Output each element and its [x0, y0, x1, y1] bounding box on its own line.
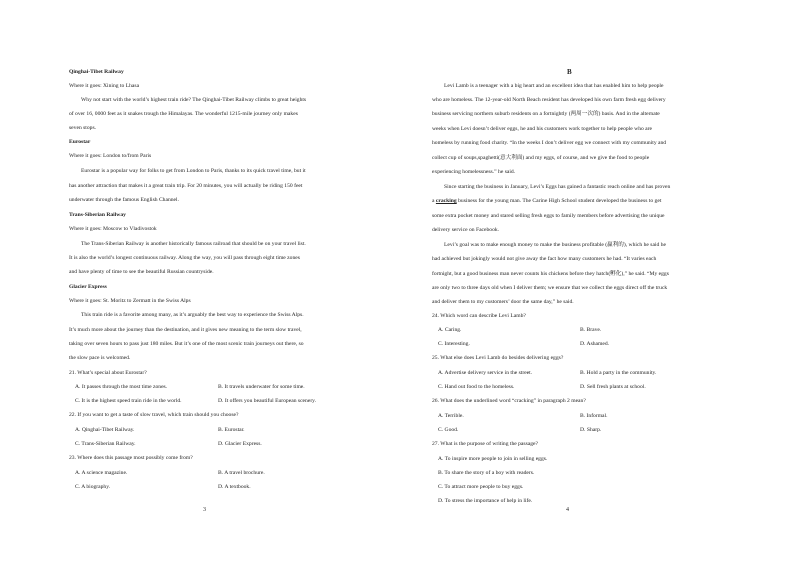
option-24-c: C. Interesting. — [438, 341, 470, 347]
paragraph-line: business servicing northern suburb residents on a fortnightly (两周一次的) basis. And in the alternate — [432, 111, 660, 117]
option-26-d: D. Sharp. — [580, 427, 602, 433]
question-25: 25. What else does Levi Lamb do besides delivering eggs? — [432, 355, 564, 361]
question-24: 24. Which word can describe Levi Lamb? — [432, 313, 526, 319]
option-23-a: A. A science magazine. — [75, 470, 128, 476]
question-23: 23. Where does this passage most possibly come from? — [69, 455, 193, 461]
paragraph-line: are only two to three days old when I deliver them; we ensure that we collect the eggs direct off the truck — [432, 285, 668, 291]
where-glacier: Where it goes: St. Moritz to Zermatt in the Swiss Alps — [69, 298, 191, 304]
paragraph-line: of over 16, 0000 feet as it snakes trough the Himalayas. The wonderful 1215-mile journey only makes — [69, 111, 298, 117]
where-qinghai: Where it goes: Xining to Lhasa — [69, 83, 140, 89]
paragraph-line: seven stops. — [69, 125, 97, 131]
option-23-d: D. A textbook. — [218, 484, 251, 490]
option-24-d: D. Ashamed. — [580, 341, 610, 347]
option-22-b: B. Eurostar. — [218, 427, 245, 433]
option-24-b: B. Brave. — [580, 327, 602, 333]
paragraph-line: collect cup of soups,spaghetti(意大利面) and my eggs, of course, and we give the food to people — [432, 155, 650, 161]
section-title-eurostar: Eurostar — [69, 139, 91, 145]
paragraph-line: taking over seven hours to pass just 180 miles. But it’s one of the most scenic train journeys out there, so — [69, 341, 304, 347]
text-segment: a — [432, 198, 436, 204]
option-27-a: A. To inspire more people to join in selling eggs. — [438, 456, 548, 462]
question-27: 27. What is the purpose of writing the passage? — [432, 441, 538, 447]
option-26-a: A. Terrible. — [438, 413, 464, 419]
paragraph-line: the slow pace is welcomed. — [69, 355, 131, 361]
section-title-glacier: Glacier Express — [69, 284, 107, 290]
paragraph-line: experiencing homelessness.” he said. — [432, 169, 516, 175]
where-eurostar: Where it goes: London to/from Paris — [69, 153, 152, 159]
option-23-c: C. A biography. — [75, 484, 111, 490]
question-21: 21. What’s special about Eurostar? — [69, 370, 147, 376]
paragraph-line: Levi Lamb is a teenager with a big heart and an excellent idea that has enabled him to help people — [444, 83, 664, 89]
paragraph-line: Levi’s goal was to make enough money to make the business profitable (赢利的), which he said he — [444, 242, 666, 248]
option-25-c: C. Hand out food to the homeless. — [438, 384, 515, 390]
page-number: 4 — [566, 507, 569, 513]
paragraph-line: It is also the world’s longest continuous railway. Along the way, you will pass through eight time zones — [69, 255, 300, 261]
option-21-b: B. It travels underwater for some time. — [218, 384, 305, 390]
paragraph-line: homeless by running food charity. “In the weeks I don’t deliver egg we connect with my community and — [432, 140, 667, 146]
paragraph-line: Why not start with the world’s highest train ride? The Qinghai-Tibet Railway climbs to great heights — [81, 97, 307, 103]
option-21-d: D. It offers you beautiful European scenery. — [218, 398, 317, 404]
option-22-c: C. Trans-Siberian Railway. — [75, 441, 136, 447]
option-26-c: C. Good. — [438, 427, 459, 433]
option-25-a: A. Advertise delivery service in the street. — [438, 370, 533, 376]
section-title-qinghai: Qinghai-Tibet Railway — [69, 69, 124, 75]
option-21-c: C. It is the highest speed train ride in the world. — [75, 398, 182, 404]
paragraph-line: fortnight, but a good business man never counts his chickens before they hatch(孵化),” he said. “My eggs — [432, 271, 669, 277]
option-25-b: B. Hold a party in the community. — [580, 370, 657, 376]
option-25-d: D. Sell fresh plants at school. — [580, 384, 646, 390]
paragraph-line: had achieved but jokingly would not give away the fact how many customers he had. “It varies each — [432, 256, 657, 262]
paragraph-line-cracking — [432, 198, 661, 205]
paragraph-line: It’s much more about the journey than the destination, and it gives new meaning to the term slow travel, — [69, 327, 302, 333]
where-trans-siberian: Where it goes: Moscow to Vladivostok — [69, 226, 157, 232]
text-segment: business for the young man. The Carine High School student developed the business to get — [456, 198, 662, 204]
paragraph-line: underwater through the famous English Channel. — [69, 197, 179, 203]
passage-heading: B — [567, 68, 572, 76]
option-26-b: B. Informal. — [580, 413, 608, 419]
paragraph-line: some extra pocket money and stared selling fresh eggs to family members before advertising the unique — [432, 213, 665, 219]
paragraph-line: weeks when Levi doesn’t deliver eggs, he and his customers work together to help people who are — [432, 126, 653, 132]
paragraph-line: delivery service on Facebook. — [432, 227, 500, 233]
option-21-a: A. It passes through the most time zones. — [75, 384, 168, 390]
paragraph-line: Since starting the business in January, Levi’s Eggs has gained a fantastic reach online and has proven — [444, 184, 671, 190]
question-22: 22. If you want to get a taste of slow travel, which train should you choose? — [69, 412, 239, 418]
underlined-word-cracking: cracking — [435, 198, 457, 204]
option-23-b: B. A travel brochure. — [218, 470, 265, 476]
paragraph-line: has another attraction that makes it a great train trip. For 20 minutes, you will actually be riding 150 feet — [69, 183, 303, 189]
section-title-trans-siberian: Trans-Siberian Railway — [69, 212, 126, 218]
option-27-c: C. To attract more people to buy eggs. — [438, 484, 524, 490]
option-22-d: D. Glacier Express. — [218, 441, 262, 447]
paragraph-line: and have plenty of time to see the beautiful Russian countryside. — [69, 269, 214, 275]
paragraph-line: Eurostar is a popular way for folks to get from London to Paris, thanks to its quick travel time, but it — [81, 168, 306, 174]
option-27-b: B. To share the story of a boy with readers. — [438, 470, 535, 476]
page-number: 3 — [203, 507, 206, 513]
paragraph-line: This train ride is a favorite among many, as it’s arguably the best way to experience the Swiss Alps. — [81, 312, 304, 318]
right-page — [397, 0, 794, 562]
paragraph-line: The Trans-Siberian Railway is another historically famous railroad that should be on your travel list. — [81, 241, 306, 247]
paragraph-line: and deliver them to my customers’ door the same day,” he said. — [432, 299, 574, 305]
option-24-a: A. Caring. — [438, 327, 462, 333]
paragraph-line: who are homeless. The 12-year-old North Beach resident has developed his own farm fresh egg delivery — [432, 97, 666, 103]
option-27-d: D. To stress the importance of help in life. — [438, 498, 533, 504]
question-26: 26. What does the underlined word “cracking” in paragraph 2 mean? — [432, 398, 586, 404]
option-22-a: A. Qinghai-Tibet Railway. — [75, 427, 135, 433]
